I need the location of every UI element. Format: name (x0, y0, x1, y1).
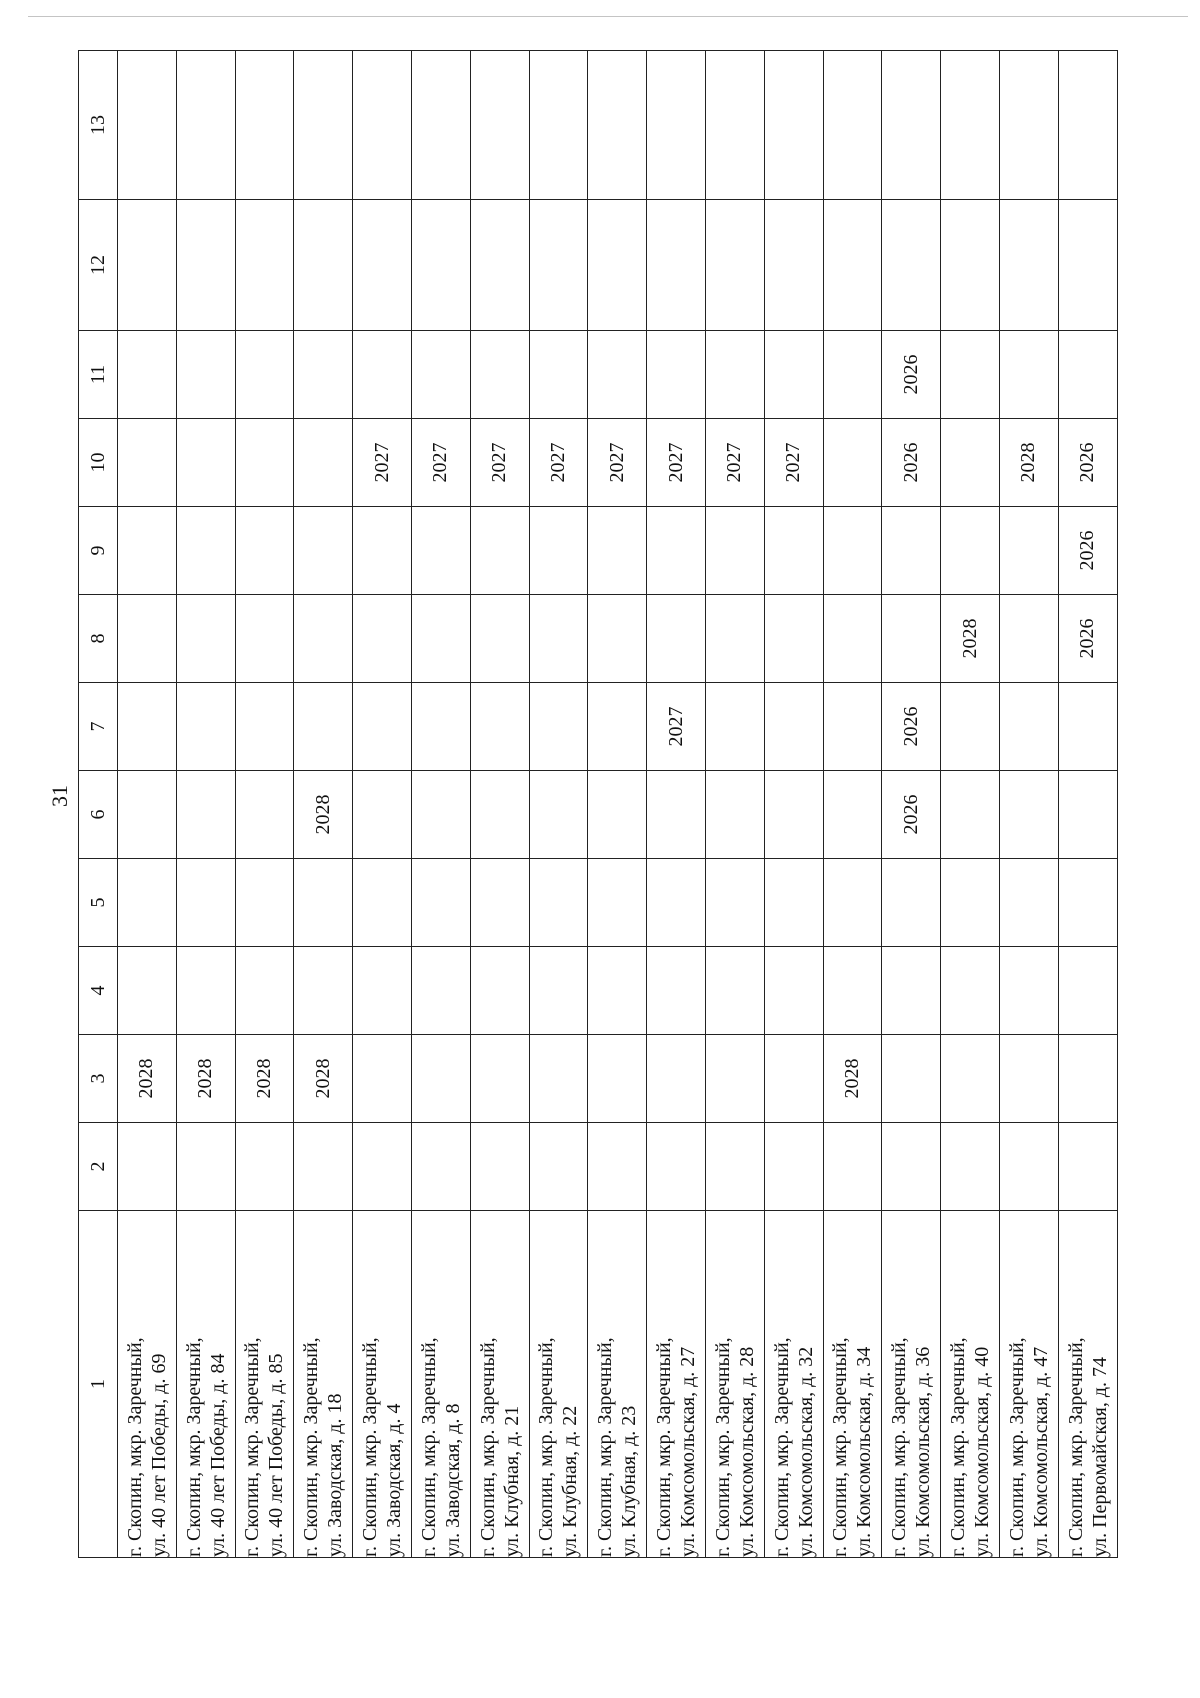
year-cell-col-13 (647, 51, 706, 200)
year-cell-col-3 (353, 1035, 412, 1123)
year-cell-col-5 (353, 859, 412, 947)
year-cell-col-9 (764, 507, 823, 595)
year-cell-col-6 (353, 771, 412, 859)
year-cell-col-6 (705, 771, 764, 859)
year-cell-col-13 (705, 51, 764, 200)
year-cell-col-5 (176, 859, 235, 947)
year-cell-col-7 (941, 683, 1000, 771)
year-cell-col-7 (764, 683, 823, 771)
year-cell-col-7 (999, 683, 1058, 771)
address-cell (588, 1211, 647, 1558)
address-line1: г. Скопин, мкр. Заречный, (829, 1337, 852, 1557)
year-cell-col-6 (411, 771, 470, 859)
year-cell-col-7 (705, 683, 764, 771)
year-cell-col-11 (118, 331, 177, 419)
year-cell-col-2 (705, 1123, 764, 1211)
year-cell-col-3 (647, 1035, 706, 1123)
address-line2: ул. Комсомольская, д. 34 (853, 1346, 876, 1557)
year-cell-col-7: 2026 (882, 683, 941, 771)
year-cell-col-4 (1058, 947, 1117, 1035)
address-line1: г. Скопин, мкр. Заречный, (770, 1337, 793, 1557)
year-cell-col-12 (941, 200, 1000, 331)
year-cell-col-10: 2027 (353, 419, 412, 507)
year-cell-col-5 (647, 859, 706, 947)
year-cell-col-11 (823, 331, 882, 419)
year-cell-col-11 (941, 331, 1000, 419)
address-cell (411, 1211, 470, 1558)
year-cell-col-8 (470, 595, 529, 683)
year-cell-col-10: 2026 (1058, 419, 1117, 507)
year-cell-col-13 (588, 51, 647, 200)
column-header-4: 4 (79, 947, 118, 1035)
table-row (588, 51, 647, 1558)
year-cell-col-5 (999, 859, 1058, 947)
year-cell-col-7: 2027 (647, 683, 706, 771)
year-cell-col-2 (176, 1123, 235, 1211)
address-cell (999, 1211, 1058, 1558)
column-header-5: 5 (79, 859, 118, 947)
year-cell-col-6 (941, 771, 1000, 859)
year-cell-col-9: 2026 (1058, 507, 1117, 595)
year-cell-col-10: 2027 (470, 419, 529, 507)
address-line2: ул. Первомайская, д. 74 (1088, 1357, 1111, 1557)
address-line1: г. Скопин, мкр. Заречный, (888, 1337, 911, 1557)
year-cell-col-6 (1058, 771, 1117, 859)
year-cell-col-5 (705, 859, 764, 947)
year-cell-col-10: 2027 (764, 419, 823, 507)
year-cell-col-12 (764, 200, 823, 331)
address-cell (353, 1211, 412, 1558)
year-cell-col-3 (470, 1035, 529, 1123)
year-cell-col-4 (588, 947, 647, 1035)
year-cell-col-3: 2028 (235, 1035, 294, 1123)
address-line2: ул. Комсомольская, д. 47 (1029, 1346, 1052, 1557)
rotated-table-container (78, 60, 1111, 1558)
year-cell-col-8 (176, 595, 235, 683)
column-header-6: 6 (79, 771, 118, 859)
column-header-11: 11 (79, 331, 118, 419)
year-cell-col-3: 2028 (118, 1035, 177, 1123)
year-cell-col-11 (647, 331, 706, 419)
year-cell-col-12 (176, 200, 235, 331)
year-cell-col-4 (647, 947, 706, 1035)
year-cell-col-11 (764, 331, 823, 419)
year-cell-col-8: 2028 (941, 595, 1000, 683)
year-cell-col-7 (1058, 683, 1117, 771)
year-cell-col-4 (353, 947, 412, 1035)
year-cell-col-9 (353, 507, 412, 595)
address-line2: ул. Заводская, д. 18 (324, 1393, 347, 1557)
year-cell-col-12 (294, 200, 353, 331)
year-cell-col-13 (823, 51, 882, 200)
address-line1: г. Скопин, мкр. Заречный, (594, 1337, 617, 1557)
year-cell-col-13 (999, 51, 1058, 200)
year-cell-col-5 (294, 859, 353, 947)
table-row (764, 51, 823, 1558)
table-row (823, 51, 882, 1558)
year-cell-col-10 (941, 419, 1000, 507)
address-line1: г. Скопин, мкр. Заречный, (182, 1337, 205, 1557)
address-line2: ул. Клубная, д. 21 (500, 1405, 523, 1557)
year-cell-col-12 (999, 200, 1058, 331)
year-cell-col-13 (118, 51, 177, 200)
year-cell-col-5 (941, 859, 1000, 947)
year-cell-col-2 (353, 1123, 412, 1211)
address-line2: ул. Комсомольская, д. 32 (794, 1346, 817, 1557)
year-cell-col-5 (411, 859, 470, 947)
table-row (705, 51, 764, 1558)
year-cell-col-5 (1058, 859, 1117, 947)
year-cell-col-3 (529, 1035, 588, 1123)
year-cell-col-4 (529, 947, 588, 1035)
table-row (411, 51, 470, 1558)
address-cell (705, 1211, 764, 1558)
table-row (235, 51, 294, 1558)
year-cell-col-6 (529, 771, 588, 859)
year-cell-col-13 (882, 51, 941, 200)
year-cell-col-13 (353, 51, 412, 200)
top-border-line (28, 16, 1188, 17)
table-header-row (79, 51, 118, 1558)
year-cell-col-8 (529, 595, 588, 683)
year-cell-col-3 (588, 1035, 647, 1123)
year-cell-col-9 (823, 507, 882, 595)
year-cell-col-8 (118, 595, 177, 683)
column-header-8: 8 (79, 595, 118, 683)
year-cell-col-13 (294, 51, 353, 200)
year-cell-col-9 (411, 507, 470, 595)
year-cell-col-7 (176, 683, 235, 771)
address-line2: ул. Комсомольская, д. 28 (735, 1346, 758, 1557)
year-cell-col-12 (705, 200, 764, 331)
year-cell-col-9 (529, 507, 588, 595)
year-cell-col-7 (235, 683, 294, 771)
year-cell-col-12 (1058, 200, 1117, 331)
year-cell-col-11 (411, 331, 470, 419)
year-cell-col-2 (411, 1123, 470, 1211)
year-cell-col-11 (588, 331, 647, 419)
year-cell-col-11 (353, 331, 412, 419)
year-cell-col-12 (411, 200, 470, 331)
address-cell (529, 1211, 588, 1558)
year-cell-col-13 (764, 51, 823, 200)
year-cell-col-2 (588, 1123, 647, 1211)
year-cell-col-7 (470, 683, 529, 771)
address-cell (118, 1211, 177, 1558)
year-cell-col-6 (764, 771, 823, 859)
address-line1: г. Скопин, мкр. Заречный, (535, 1337, 558, 1557)
address-line1: г. Скопин, мкр. Заречный, (241, 1337, 264, 1557)
address-line2: ул. Комсомольская, д. 36 (912, 1346, 935, 1557)
year-cell-col-3 (999, 1035, 1058, 1123)
year-cell-col-10: 2026 (882, 419, 941, 507)
year-cell-col-10 (118, 419, 177, 507)
year-cell-col-6 (470, 771, 529, 859)
year-cell-col-4 (764, 947, 823, 1035)
year-cell-col-9 (705, 507, 764, 595)
year-cell-col-9 (294, 507, 353, 595)
year-cell-col-13 (235, 51, 294, 200)
year-cell-col-3: 2028 (823, 1035, 882, 1123)
year-cell-col-5 (882, 859, 941, 947)
address-line1: г. Скопин, мкр. Заречный, (1005, 1337, 1028, 1557)
year-cell-col-12 (882, 200, 941, 331)
year-cell-col-9 (118, 507, 177, 595)
year-cell-col-12 (470, 200, 529, 331)
year-cell-col-11 (470, 331, 529, 419)
address-cell (764, 1211, 823, 1558)
address-cell (823, 1211, 882, 1558)
year-cell-col-10 (823, 419, 882, 507)
address-cell (470, 1211, 529, 1558)
year-cell-col-3 (764, 1035, 823, 1123)
year-cell-col-6: 2028 (294, 771, 353, 859)
address-line2: ул. 40 лет Победы, д. 84 (206, 1353, 229, 1557)
year-cell-col-13 (411, 51, 470, 200)
column-header-2: 2 (79, 1123, 118, 1211)
year-cell-col-3 (941, 1035, 1000, 1123)
year-cell-col-10: 2027 (411, 419, 470, 507)
column-header-12: 12 (79, 200, 118, 331)
year-cell-col-6 (176, 771, 235, 859)
address-cell (647, 1211, 706, 1558)
address-line1: г. Скопин, мкр. Заречный, (1064, 1337, 1087, 1557)
address-line2: ул. Заводская, д. 8 (441, 1403, 464, 1557)
year-cell-col-9 (647, 507, 706, 595)
year-cell-col-11 (999, 331, 1058, 419)
table-row (176, 51, 235, 1558)
year-cell-col-8 (294, 595, 353, 683)
year-cell-col-3 (1058, 1035, 1117, 1123)
year-cell-col-11 (529, 331, 588, 419)
address-cell (1058, 1211, 1117, 1558)
year-cell-col-8 (882, 595, 941, 683)
year-cell-col-12 (118, 200, 177, 331)
year-cell-col-4 (411, 947, 470, 1035)
year-cell-col-2 (647, 1123, 706, 1211)
year-cell-col-2 (294, 1123, 353, 1211)
year-cell-col-10 (235, 419, 294, 507)
year-cell-col-11 (294, 331, 353, 419)
table-row (882, 51, 941, 1558)
year-cell-col-4 (235, 947, 294, 1035)
year-cell-col-2 (941, 1123, 1000, 1211)
address-cell (294, 1211, 353, 1558)
year-cell-col-4 (999, 947, 1058, 1035)
year-cell-col-8 (705, 595, 764, 683)
year-cell-col-7 (294, 683, 353, 771)
column-header-1: 1 (79, 1211, 118, 1558)
address-line2: ул. 40 лет Победы, д. 69 (147, 1353, 170, 1557)
year-cell-col-11 (235, 331, 294, 419)
year-cell-col-12 (588, 200, 647, 331)
address-line1: г. Скопин, мкр. Заречный, (653, 1337, 676, 1557)
year-cell-col-6 (235, 771, 294, 859)
year-cell-col-4 (705, 947, 764, 1035)
year-cell-col-8 (235, 595, 294, 683)
year-cell-col-2 (1058, 1123, 1117, 1211)
address-cell (882, 1211, 941, 1558)
year-cell-col-4 (882, 947, 941, 1035)
year-cell-col-13 (470, 51, 529, 200)
year-cell-col-4 (470, 947, 529, 1035)
year-cell-col-12 (823, 200, 882, 331)
year-cell-col-9 (941, 507, 1000, 595)
year-cell-col-2 (118, 1123, 177, 1211)
year-cell-col-10: 2028 (999, 419, 1058, 507)
column-header-3: 3 (79, 1035, 118, 1123)
address-line1: г. Скопин, мкр. Заречный, (123, 1337, 146, 1557)
year-cell-col-10 (294, 419, 353, 507)
year-cell-col-2 (235, 1123, 294, 1211)
year-cell-col-2 (470, 1123, 529, 1211)
year-cell-col-6 (588, 771, 647, 859)
year-cell-col-5 (235, 859, 294, 947)
year-cell-col-3: 2028 (176, 1035, 235, 1123)
year-cell-col-5 (588, 859, 647, 947)
table-row (118, 51, 177, 1558)
year-cell-col-3: 2028 (294, 1035, 353, 1123)
address-line2: ул. Комсомольская, д. 40 (971, 1346, 994, 1557)
address-line2: ул. Комсомольская, д. 27 (677, 1346, 700, 1557)
year-cell-col-9 (588, 507, 647, 595)
address-line2: ул. 40 лет Победы, д. 85 (265, 1353, 288, 1557)
year-cell-col-11 (1058, 331, 1117, 419)
year-cell-col-9 (470, 507, 529, 595)
year-cell-col-10: 2027 (647, 419, 706, 507)
address-line2: ул. Клубная, д. 22 (559, 1405, 582, 1557)
address-cell (176, 1211, 235, 1558)
year-cell-col-8 (353, 595, 412, 683)
year-cell-col-13 (1058, 51, 1117, 200)
year-cell-col-3 (705, 1035, 764, 1123)
year-cell-col-7 (118, 683, 177, 771)
address-cell (235, 1211, 294, 1558)
year-cell-col-12 (235, 200, 294, 331)
year-cell-col-8 (411, 595, 470, 683)
address-line1: г. Скопин, мкр. Заречный, (947, 1337, 970, 1557)
year-cell-col-11: 2026 (882, 331, 941, 419)
table-row (470, 51, 529, 1558)
year-cell-col-2 (764, 1123, 823, 1211)
year-cell-col-10: 2027 (588, 419, 647, 507)
year-cell-col-4 (294, 947, 353, 1035)
column-header-10: 10 (79, 419, 118, 507)
year-cell-col-6 (823, 771, 882, 859)
address-line1: г. Скопин, мкр. Заречный, (417, 1337, 440, 1557)
table-row (647, 51, 706, 1558)
address-line1: г. Скопин, мкр. Заречный, (300, 1337, 323, 1557)
year-cell-col-5 (823, 859, 882, 947)
year-cell-col-12 (353, 200, 412, 331)
year-cell-col-6 (999, 771, 1058, 859)
page-number: 31 (47, 785, 72, 807)
year-cell-col-13 (941, 51, 1000, 200)
year-cell-col-7 (353, 683, 412, 771)
year-cell-col-8: 2026 (1058, 595, 1117, 683)
year-cell-col-5 (529, 859, 588, 947)
year-cell-col-9 (235, 507, 294, 595)
year-cell-col-10 (176, 419, 235, 507)
year-cell-col-13 (176, 51, 235, 200)
year-cell-col-5 (118, 859, 177, 947)
column-header-7: 7 (79, 683, 118, 771)
year-cell-col-4 (176, 947, 235, 1035)
year-cell-col-8 (588, 595, 647, 683)
table-row (1058, 51, 1117, 1558)
year-cell-col-4 (118, 947, 177, 1035)
year-cell-col-6 (118, 771, 177, 859)
column-header-9: 9 (79, 507, 118, 595)
data-table (78, 50, 1118, 1558)
year-cell-col-9 (176, 507, 235, 595)
year-cell-col-3 (882, 1035, 941, 1123)
year-cell-col-11 (705, 331, 764, 419)
year-cell-col-9 (999, 507, 1058, 595)
year-cell-col-8 (823, 595, 882, 683)
year-cell-col-8 (999, 595, 1058, 683)
table-row (294, 51, 353, 1558)
year-cell-col-2 (823, 1123, 882, 1211)
year-cell-col-7 (823, 683, 882, 771)
year-cell-col-2 (529, 1123, 588, 1211)
table-row (999, 51, 1058, 1558)
address-line1: г. Скопин, мкр. Заречный, (476, 1337, 499, 1557)
year-cell-col-6: 2026 (882, 771, 941, 859)
year-cell-col-5 (764, 859, 823, 947)
table-row (529, 51, 588, 1558)
year-cell-col-7 (588, 683, 647, 771)
address-line1: г. Скопин, мкр. Заречный, (711, 1337, 734, 1557)
year-cell-col-8 (764, 595, 823, 683)
address-line1: г. Скопин, мкр. Заречный, (359, 1337, 382, 1557)
year-cell-col-10: 2027 (705, 419, 764, 507)
year-cell-col-8 (647, 595, 706, 683)
table-row (353, 51, 412, 1558)
address-line2: ул. Заводская, д. 4 (383, 1403, 406, 1557)
year-cell-col-7 (411, 683, 470, 771)
year-cell-col-11 (176, 331, 235, 419)
year-cell-col-2 (999, 1123, 1058, 1211)
year-cell-col-3 (411, 1035, 470, 1123)
year-cell-col-5 (470, 859, 529, 947)
address-line2: ул. Клубная, д. 23 (618, 1405, 641, 1557)
table-row (941, 51, 1000, 1558)
year-cell-col-4 (941, 947, 1000, 1035)
year-cell-col-4 (823, 947, 882, 1035)
year-cell-col-13 (529, 51, 588, 200)
year-cell-col-12 (529, 200, 588, 331)
year-cell-col-6 (647, 771, 706, 859)
column-header-13: 13 (79, 51, 118, 200)
year-cell-col-12 (647, 200, 706, 331)
address-cell (941, 1211, 1000, 1558)
year-cell-col-7 (529, 683, 588, 771)
year-cell-col-10: 2027 (529, 419, 588, 507)
year-cell-col-2 (882, 1123, 941, 1211)
year-cell-col-9 (882, 507, 941, 595)
